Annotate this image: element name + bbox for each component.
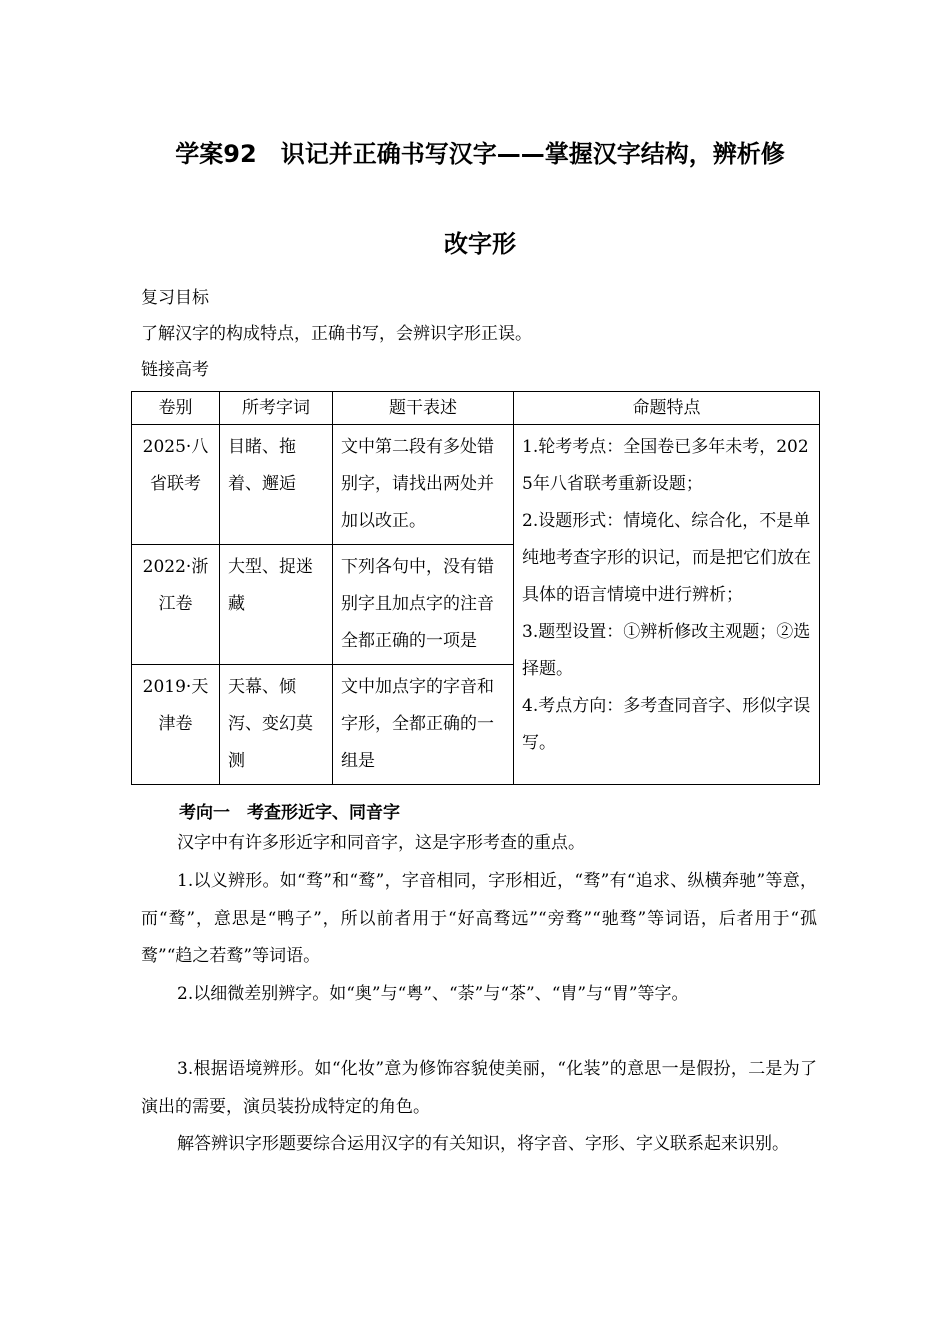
words-cell: 目睹、拖着、邂逅: [220, 425, 333, 545]
feature-item: 2.设题形式：情境化、综合化，不是单纯地考查字形的识记，而是把它们放在具体的语言情境中进行辨析；: [522, 511, 811, 605]
volume-cell: 2025·八省联考: [132, 425, 220, 545]
words-cell: 天幕、倾泻、变幻莫测: [220, 665, 333, 785]
volume-cell: 2019·天津卷: [132, 665, 220, 785]
page-title-line-1: 学案92 识记并正确书写汉字——掌握汉字结构，辨析修: [175, 140, 785, 168]
body-paragraph: 2.以细微差别辨字。如“奥”与“粤”、“荼”与“茶”、“胄”与“胃”等字。: [177, 984, 689, 1004]
table-header-cell: 所考字词: [220, 392, 333, 425]
stem-cell: 文中第二段有多处错别字，请找出两处并加以改正。: [333, 425, 514, 545]
body-paragraph: 3.根据语境辨形。如“化妆”意为修饰容貌使美丽，“化装”的意思一是假扮，二是为了演出的需要，演员装扮成特定的角色。: [141, 1059, 817, 1117]
review-goal-heading: 复习目标: [141, 288, 209, 308]
page-title-line-2: 改字形: [444, 230, 516, 258]
table-header-cell: 命题特点: [514, 392, 820, 425]
body-paragraph: 解答辨识字形题要综合运用汉字的有关知识，将字音、字形、字义联系起来识别。: [177, 1134, 789, 1154]
feature-item: 4.考点方向：多考查同音字、形似字误写。: [522, 696, 811, 753]
volume-cell: 2022·浙江卷: [132, 545, 220, 665]
table-row: [132, 425, 820, 545]
body-paragraph: 汉字中有许多形近字和同音字，这是字形考查的重点。: [177, 833, 585, 853]
table-header-cell: 卷别: [132, 392, 220, 425]
review-goal-text: 了解汉字的构成特点，正确书写，会辨识字形正误。: [141, 324, 532, 344]
feature-item: 1.轮考考点：全国卷已多年未考，2025年八省联考重新设题；: [522, 437, 809, 494]
stem-cell: 下列各句中，没有错别字且加点字的注音全都正确的一项是: [333, 545, 514, 665]
exam-link-heading: 链接高考: [141, 360, 209, 380]
stem-cell: 文中加点字的字音和字形，全都正确的一组是: [333, 665, 514, 785]
body-paragraph: 1.以义辨形。如“骛”和“鹜”，字音相同，字形相近，“骛”有“追求、纵横奔驰”等意，而“鹜”，意思是“鸭子”，所以前者用于“好高骛远”“旁骛”“驰骛”等词语，后者用于“孤鹜”“趋之若鹜”等词语。: [141, 871, 817, 966]
table-header-row: [132, 392, 820, 425]
feature-item: 3.题型设置：①辨析修改主观题；②选择题。: [522, 622, 811, 679]
section-heading: 考向一 考查形近字、同音字: [179, 803, 400, 823]
exam-table: [131, 391, 820, 785]
features-cell: [514, 425, 820, 785]
table-header-cell: 题干表述: [333, 392, 514, 425]
words-cell: 大型、捉迷藏: [220, 545, 333, 665]
